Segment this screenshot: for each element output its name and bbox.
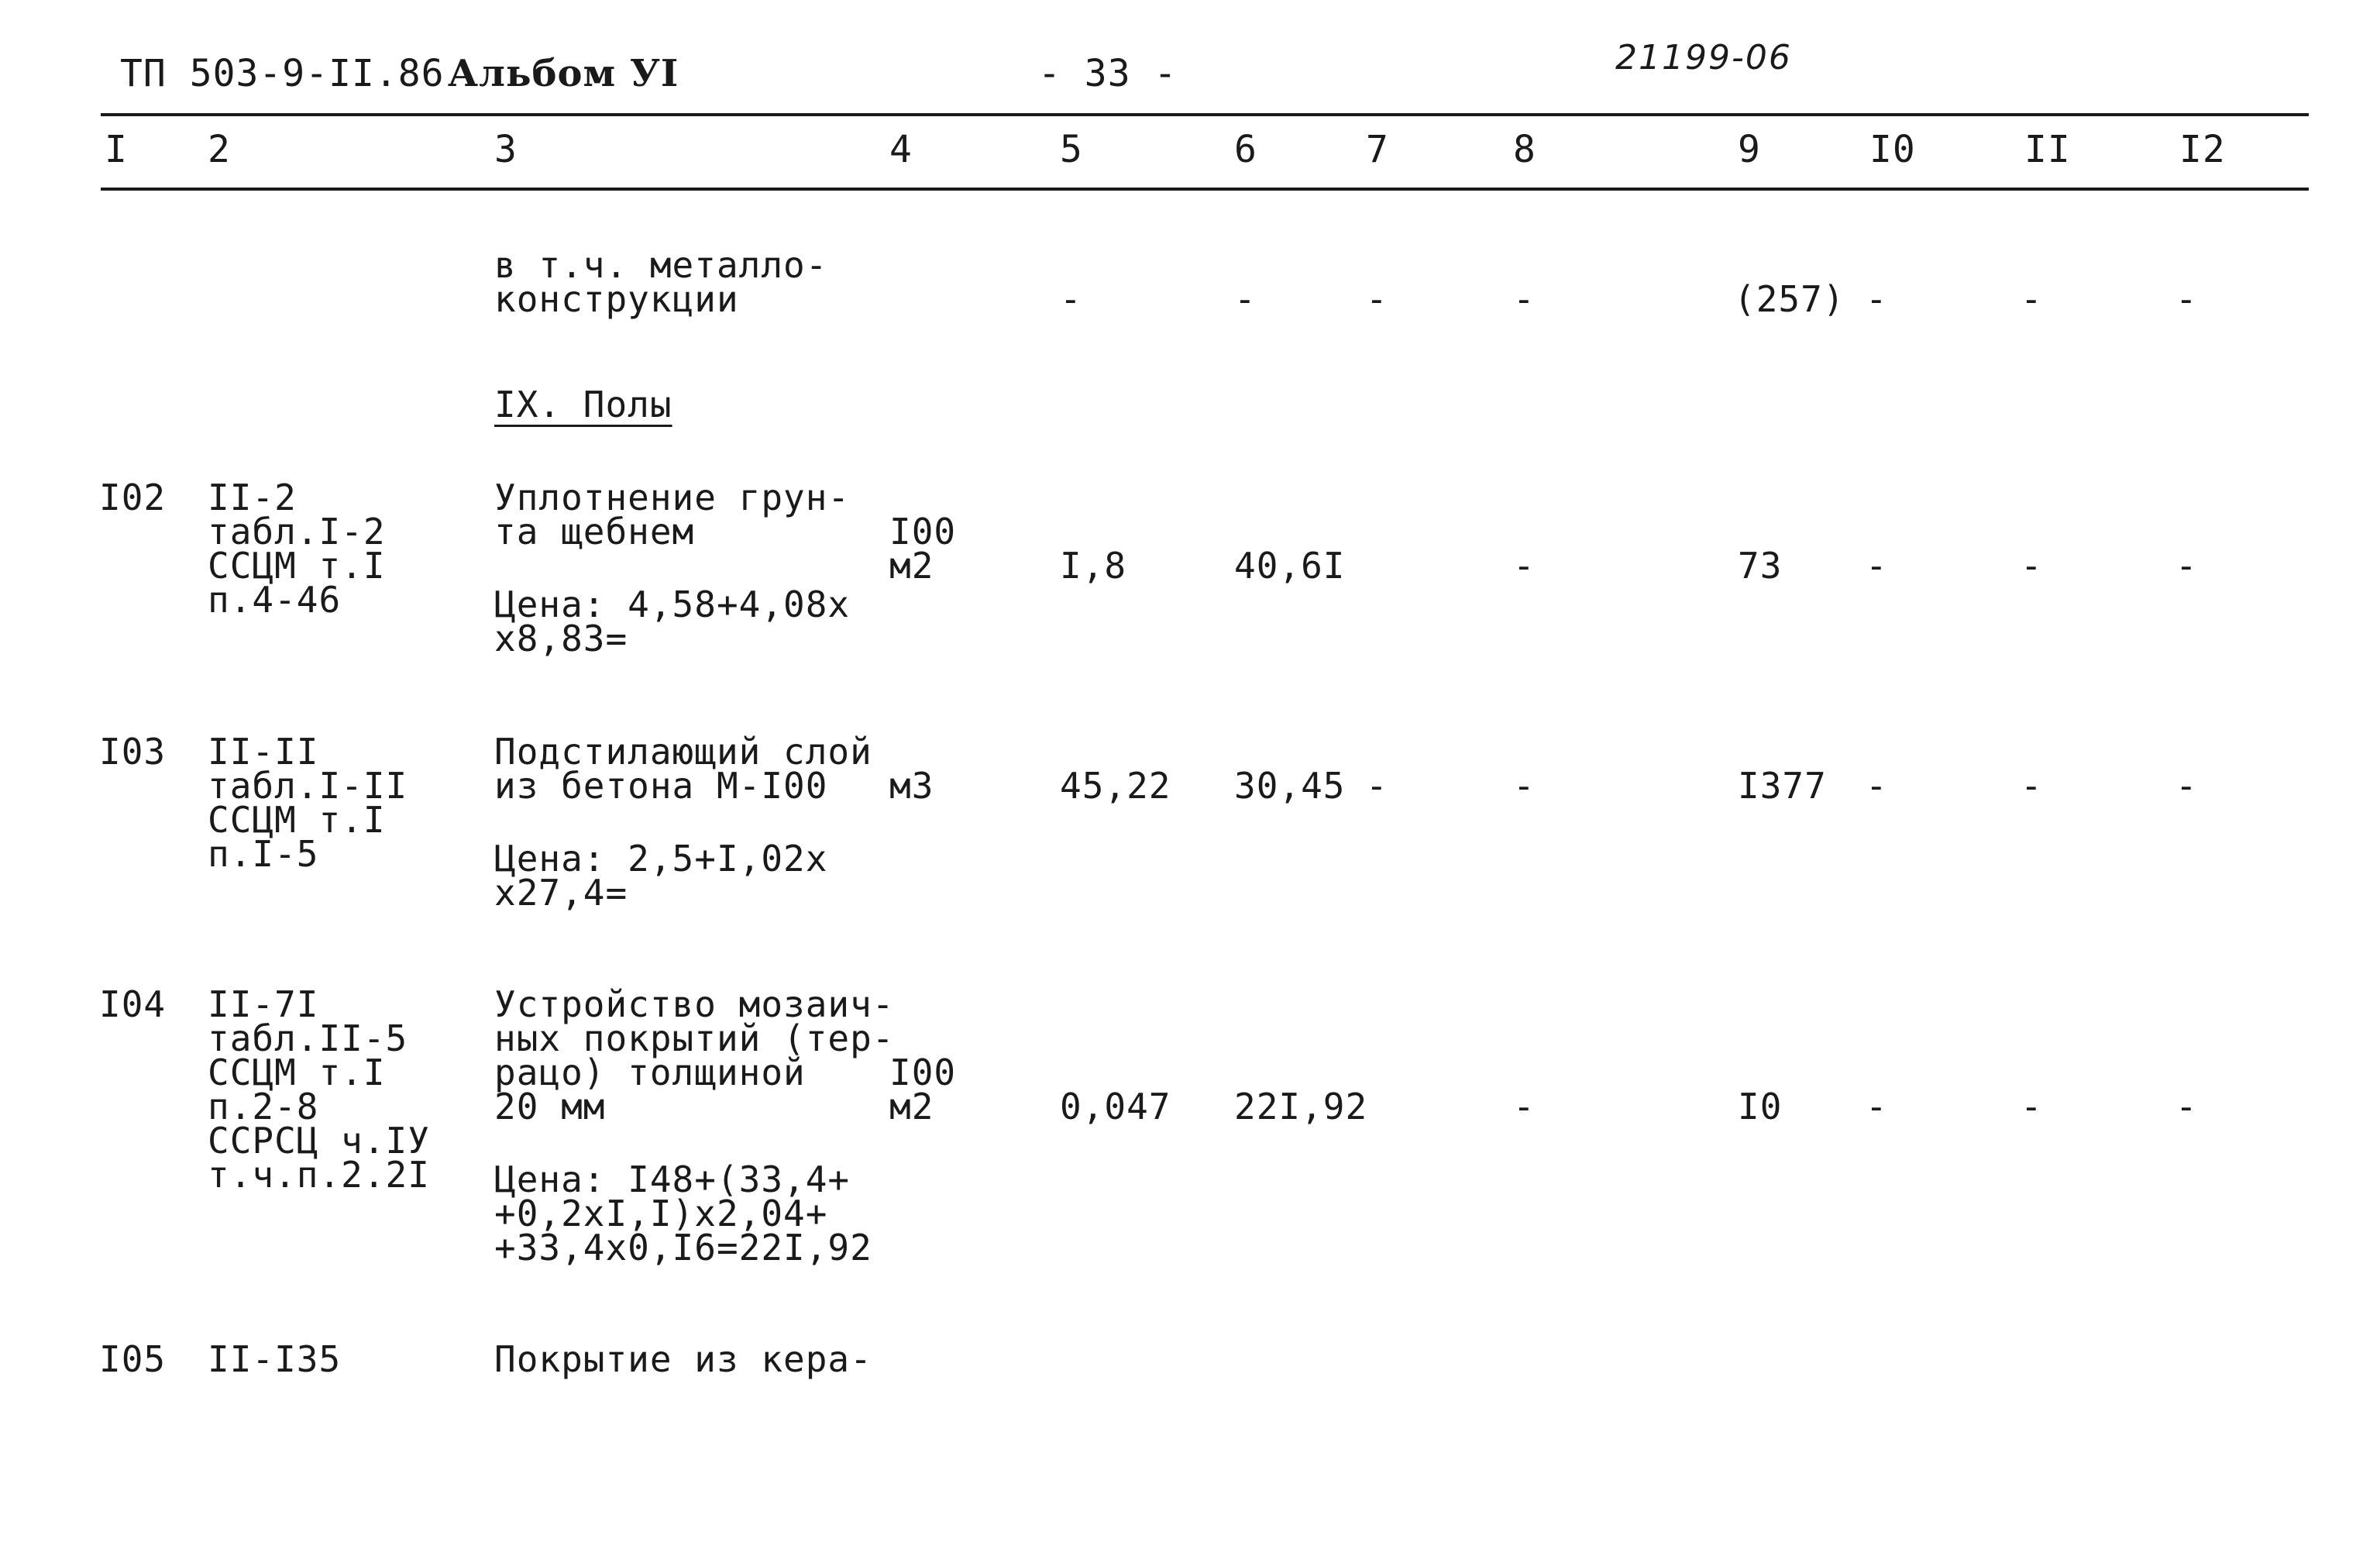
- row-ref-line: п.2-8: [208, 1086, 319, 1127]
- cell-col5: 0,047: [1060, 1086, 1171, 1127]
- row-price-line: Цена: 4,58+4,08х: [494, 584, 851, 625]
- col-header-6: 6: [1234, 128, 1257, 171]
- col-header-8: 8: [1513, 128, 1536, 171]
- handwritten-number: 21199-06: [1615, 38, 1792, 77]
- cell-col5: -: [1060, 278, 1082, 320]
- col-header-5: 5: [1060, 128, 1083, 171]
- row-desc-line: Покрытие из кера-: [494, 1338, 872, 1380]
- cell-col8: -: [1513, 1086, 1536, 1127]
- row-desc-line: конструкции: [494, 278, 739, 320]
- row-number: I03: [99, 731, 167, 773]
- row-number: I04: [99, 983, 167, 1025]
- cell-col11: -: [2021, 765, 2043, 807]
- row-ref-line: II-7I: [208, 983, 319, 1025]
- page-number: - 33 -: [1038, 52, 1178, 95]
- row-number: I05: [99, 1338, 167, 1380]
- cell-col11: -: [2021, 278, 2043, 320]
- col-header-4: 4: [889, 128, 913, 171]
- album-title: Альбом УI: [448, 52, 679, 95]
- section-title: IX. Полы: [494, 384, 672, 425]
- cell-col6: 30,45: [1234, 765, 1346, 807]
- header-top-rule: [101, 113, 2309, 116]
- cell-col9: 73: [1738, 545, 1783, 587]
- cell-col7: -: [1366, 765, 1388, 807]
- doc-code: ТП 503-9-II.86: [120, 52, 445, 95]
- cell-col6: -: [1234, 278, 1257, 320]
- row-price-line: +0,2хI,I)х2,04+: [494, 1193, 828, 1234]
- row-unit-line: м2: [889, 1086, 934, 1127]
- row-ref-line: п.I-5: [208, 833, 319, 875]
- row-ref-line: т.ч.п.2.2I: [208, 1154, 430, 1196]
- cell-col9: (257): [1734, 278, 1845, 320]
- row-ref-line: табл.I-II: [208, 765, 408, 807]
- row-desc-line: 20 мм: [494, 1086, 606, 1127]
- cell-col5: 45,22: [1060, 765, 1171, 807]
- row-price-line: Цена: 2,5+I,02х: [494, 838, 828, 880]
- col-header-9: 9: [1738, 128, 1761, 171]
- row-ref-line: II-II: [208, 731, 319, 773]
- cell-col12: -: [2175, 1086, 2198, 1127]
- col-header-1: I: [105, 128, 128, 171]
- row-unit-line: м3: [889, 765, 934, 807]
- row-desc-line: Уплотнение грун-: [494, 477, 851, 518]
- row-price-line: х27,4=: [494, 872, 628, 914]
- header-bottom-rule: [101, 188, 2309, 191]
- cell-col10: -: [1866, 765, 1888, 807]
- row-price-line: х8,83=: [494, 618, 628, 659]
- row-desc-line: Устройство мозаич-: [494, 983, 895, 1025]
- col-header-7: 7: [1366, 128, 1389, 171]
- cell-col12: -: [2175, 278, 2198, 320]
- cell-col11: -: [2021, 1086, 2043, 1127]
- row-desc-line: Подстилающий слой: [494, 731, 872, 773]
- cell-col7: -: [1366, 278, 1388, 320]
- cell-col10: -: [1866, 545, 1888, 587]
- cell-col10: -: [1866, 278, 1888, 320]
- row-unit-line: м2: [889, 545, 934, 587]
- row-desc-line: в т.ч. металло-: [494, 244, 828, 286]
- row-desc-line: из бетона М-I00: [494, 765, 828, 807]
- row-ref-line: табл.I-2: [208, 511, 386, 553]
- cell-col5: I,8: [1060, 545, 1127, 587]
- cell-col8: -: [1513, 545, 1536, 587]
- cell-col9: I377: [1738, 765, 1827, 807]
- cell-col8: -: [1513, 278, 1536, 320]
- cell-col11: -: [2021, 545, 2043, 587]
- cell-col6: 22I,92: [1234, 1086, 1368, 1127]
- cell-col9: I0: [1738, 1086, 1783, 1127]
- cell-col8: -: [1513, 765, 1536, 807]
- cell-col10: -: [1866, 1086, 1888, 1127]
- col-header-10: I0: [1869, 128, 1916, 171]
- row-ref-line: II-2: [208, 477, 297, 518]
- row-unit-line: I00: [889, 1052, 957, 1093]
- cell-col12: -: [2175, 545, 2198, 587]
- row-ref-line: табл.II-5: [208, 1017, 408, 1059]
- row-price-line: Цена: I48+(33,4+: [494, 1158, 851, 1200]
- row-ref-line: ССЦМ т.I: [208, 799, 386, 841]
- col-header-12: I2: [2179, 128, 2226, 171]
- row-ref-line: II-I35: [208, 1338, 342, 1380]
- row-desc-line: ных покрытий (тер-: [494, 1017, 895, 1059]
- col-header-11: II: [2024, 128, 2071, 171]
- row-ref-line: п.4-46: [208, 579, 342, 621]
- row-ref-line: ССРСЦ ч.IУ: [208, 1120, 430, 1162]
- row-number: I02: [99, 477, 167, 518]
- row-unit-line: I00: [889, 511, 957, 553]
- cell-col12: -: [2175, 765, 2198, 807]
- row-desc-line: рацо) толщиной: [494, 1052, 806, 1093]
- cell-col6: 40,6I: [1234, 545, 1346, 587]
- row-price-line: +33,4х0,I6=22I,92: [494, 1227, 872, 1269]
- row-ref-line: ССЦМ т.I: [208, 545, 386, 587]
- row-ref-line: ССЦМ т.I: [208, 1052, 386, 1093]
- col-header-2: 2: [208, 128, 231, 171]
- col-header-3: 3: [494, 128, 518, 171]
- row-desc-line: та щебнем: [494, 511, 695, 553]
